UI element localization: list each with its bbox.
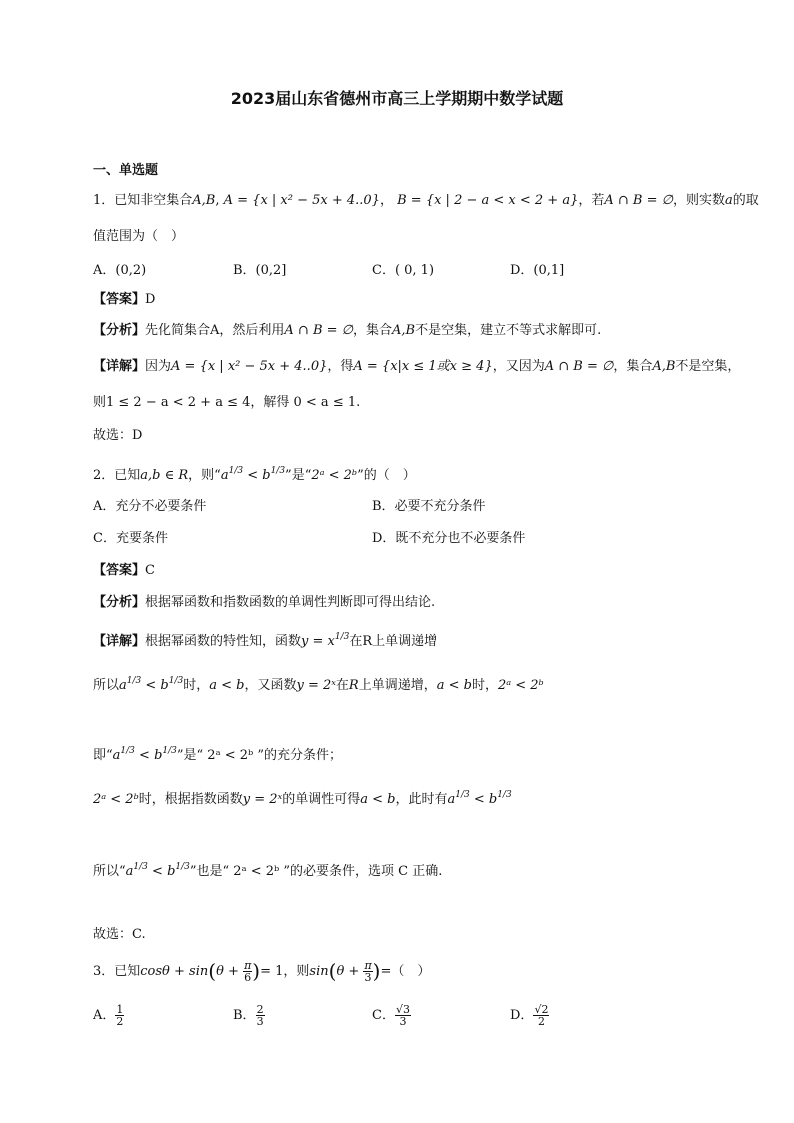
q2-ineq-base: a	[220, 468, 229, 483]
q2-line-a-6: 在	[335, 678, 349, 693]
q3-expr-1: cosθ + sin	[140, 964, 209, 979]
q1-condition: A ∩ B = ∅	[604, 193, 673, 208]
q1-analysis-cond: A ∩ B = ∅	[284, 323, 353, 338]
q2-line-c-5: a < b	[360, 792, 396, 807]
q2-line-c-6: ，此时有	[395, 792, 448, 807]
analysis-tag: 【分析】	[93, 595, 146, 610]
q3-option-d-num: √2	[534, 1003, 549, 1016]
q2-line-b	[93, 742, 342, 765]
q2-detail-fn: $y = x^{1/3}$	[301, 632, 350, 649]
q3-option-c-num: √3	[395, 1003, 410, 1016]
q2-line-b-2: ”是“ 2ᵃ < 2ᵇ ”的充分条件；	[176, 748, 342, 763]
q3-frac-pi-3	[363, 960, 372, 983]
q3-option-d-frac	[533, 1004, 549, 1027]
q1-answer	[93, 291, 155, 309]
q1-stem-text-a: 1．已知非空集合	[93, 193, 193, 208]
q1-analysis-sets: A,B	[392, 323, 416, 338]
q1-stem: 1．已知非空集合A,B, A = {x | x² − 5x + 4..0}， B = {x | 2 − a < x < 2 + a}，若A ∩ B = ∅，则实数a的取	[93, 193, 759, 208]
q3-option-b-frac	[256, 1004, 265, 1027]
q2-detail	[93, 628, 437, 651]
answer-tag: 【答案】	[93, 563, 146, 578]
q2-line-d-power: $a^{1/3} < b^{1/3}$	[125, 862, 190, 879]
q2-line-c-4: 的单调性可得	[282, 792, 361, 807]
q2-analysis-text: 根据幂函数和指数函数的单调性判断即可得出结论.	[145, 595, 436, 610]
q2-line-a-11: 2ᵃ < 2ᵇ	[497, 678, 544, 693]
section-heading: 一、单选题	[93, 163, 159, 178]
q3-option-d-label: D．	[510, 1008, 534, 1023]
q3-option-a-frac	[115, 1004, 124, 1027]
q3-option-c-den: 3	[399, 1015, 407, 1028]
q2-line-a-2: 时，	[183, 678, 210, 693]
detail-tag: 【详解】	[93, 359, 146, 374]
q2-line-a-7: R	[348, 678, 359, 693]
q2-option-d: D．既不充分也不必要条件	[372, 531, 526, 546]
q1-detail-text-a: 因为	[145, 359, 172, 374]
q2-line-c-2: 时，根据指数函数	[138, 792, 243, 807]
q3-frac-pi6-den: 6	[244, 971, 252, 984]
q1-option-c: C．( 0, 1)	[372, 263, 435, 278]
q1-option-a: A．(0,2)	[93, 263, 147, 278]
q2-stem-text-a: 2．已知	[93, 468, 141, 483]
q2-line-c	[93, 786, 512, 809]
q3-option-a	[93, 1004, 124, 1027]
q2-power-ineq: $a^{1/3} < b^{1/3}$	[220, 466, 286, 483]
q1-stem-cont: 值范围为（ ）	[93, 229, 185, 244]
q1-detail-text-e: 不是空集，	[675, 359, 741, 374]
q2-line-c-power: $a^{1/3} < b^{1/3}$	[447, 790, 512, 807]
q2-option-a: A．充分不必要条件	[93, 499, 207, 514]
q2-line-a-9: a < b	[436, 678, 472, 693]
q1-variable: a	[724, 193, 733, 208]
q3-option-d	[510, 1004, 549, 1027]
q3-option-b-num: 2	[256, 1003, 264, 1016]
q1-stem-text-c: ，则实数	[672, 193, 725, 208]
q1-detail-text-d: ，集合	[613, 359, 653, 374]
q1-analysis-text-b: ，集合	[353, 323, 393, 338]
q2-line-a-5: y = 2ˣ	[296, 678, 336, 693]
q3-option-c-frac	[395, 1004, 411, 1027]
q1-detail-text-c: ，又因为	[492, 359, 545, 374]
q2-stem-text-c: ”是“	[285, 468, 312, 483]
q1-set-b: B = {x | 2 − a < x < 2 + a}	[397, 193, 579, 208]
q1-analysis	[93, 322, 601, 340]
q3-expr-5: θ +	[336, 964, 360, 979]
q2-option-b: B．必要不充分条件	[372, 499, 486, 514]
analysis-tag: 【分析】	[93, 323, 146, 338]
q3-option-d-den: 2	[537, 1015, 545, 1028]
q3-option-a-num: 1	[116, 1003, 124, 1016]
q2-stem-text-d: ”的（ ）	[357, 468, 416, 483]
q3-stem-text-c: （ ）	[391, 964, 431, 979]
q1-analysis-text-a: 先化简集合A，然后利用	[145, 323, 285, 338]
q3-option-b	[233, 1004, 265, 1027]
q1-answer-value: D	[145, 292, 156, 307]
q2-detail-text-b: 在R上单调递增	[349, 634, 438, 649]
q3-option-c	[372, 1004, 411, 1027]
q2-line-a-1: 所以	[93, 678, 120, 693]
q2-line-a-8: 上单调递增，	[358, 678, 437, 693]
q2-line-b-1: 即“	[93, 748, 113, 763]
q3-option-a-den: 2	[116, 1015, 124, 1028]
q3-option-c-label: C．	[372, 1008, 395, 1023]
q3-option-b-label: B．	[233, 1008, 256, 1023]
q2-detail-text-a: 根据幂函数的特性知，函数	[145, 634, 302, 649]
q3-expr-6: =	[380, 964, 392, 979]
q2-line-d-2: ”也是“ 2ᵃ < 2ᵇ ”的必要条件，选项 C 正确.	[189, 864, 443, 879]
q1-option-d: D．(0,1]	[510, 263, 565, 278]
q2-line-d	[93, 858, 442, 881]
q2-option-c: C．充要条件	[93, 531, 168, 546]
q3-option-b-den: 3	[256, 1015, 264, 1028]
q3-stem-text-a: 3．已知	[93, 964, 141, 979]
q1-detail-cond: A ∩ B = ∅	[544, 359, 614, 374]
q1-detail-set2: A = {x|x ≤ 1或x ≥ 4}	[353, 359, 493, 374]
q2-ineq-lt: < b	[243, 468, 271, 483]
q2-stem-text-b: ，则“	[188, 468, 221, 483]
q2-line-d-1: 所以“	[93, 864, 126, 879]
q2-line-a	[93, 672, 544, 695]
q1-detail-set1: A = {x | x² − 5x + 4..0}	[171, 359, 328, 374]
q3-frac-pi3-den: 3	[364, 971, 372, 984]
answer-tag: 【答案】	[93, 292, 146, 307]
q2-exp-ineq: 2ᵃ < 2ᵇ	[311, 468, 358, 483]
detail-tag: 【详解】	[93, 634, 146, 649]
q3-expr-4: sin	[309, 964, 329, 979]
q1-detail-line2: 则1 ≤ 2 − a < 2 + a ≤ 4，解得 0 < a ≤ 1.	[93, 395, 361, 410]
q1-option-b: B．(0,2]	[233, 263, 287, 278]
q3-frac-pi3-num: π	[364, 959, 372, 972]
q2-line-a-3: a < b	[209, 678, 245, 693]
q1-set-a: A = {x | x² − 5x + 4..0}	[223, 193, 380, 208]
q1-detail-text-b: ，得	[327, 359, 354, 374]
q2-analysis	[93, 594, 435, 612]
q1-analysis-text-c: 不是空集，建立不等式求解即可.	[415, 323, 602, 338]
q3-stem: 3．已知cosθ + sin(θ + $\frac{\pi}{6}$ )= 1，则sin(θ + $\frac{\pi}{3}$ )=（ ）	[93, 959, 431, 984]
q1-stem-text-b: ，若	[578, 193, 605, 208]
q3-expr-3: = 1	[260, 964, 284, 979]
q2-ab: a,b ∈ R	[140, 468, 189, 483]
q2-line-a-4: ，又函数	[244, 678, 297, 693]
q2-answer	[93, 562, 155, 580]
q3-stem-text-b: ，则	[283, 964, 310, 979]
q2-line-c-3: y = 2ˣ	[242, 792, 283, 807]
q3-frac-pi-6	[243, 960, 252, 983]
q3-frac-pi6-num: π	[244, 959, 252, 972]
q2-line-b-power: $a^{1/3} < b^{1/3}$	[112, 746, 177, 763]
q1-stem-text-d: 的取	[732, 193, 759, 208]
q2-stem	[93, 462, 416, 485]
q3-option-a-label: A．	[93, 1008, 116, 1023]
q1-set-names: A,B	[192, 193, 216, 208]
q2-choose: 故选：C.	[93, 927, 146, 942]
q2-detail-fn-text: y = x	[301, 634, 335, 649]
q3-expr-2: θ +	[216, 964, 239, 979]
q2-line-c-1: 2ᵃ < 2ᵇ	[93, 792, 139, 807]
q1-choose: 故选：D	[93, 428, 143, 443]
q2-line-a-power: $a^{1/3} < b^{1/3}$	[119, 676, 184, 693]
q2-answer-value: C	[145, 563, 155, 578]
q1-detail-sets: A,B	[652, 359, 676, 374]
document-title: 2023届山东省德州市高三上学期期中数学试题	[230, 89, 564, 108]
q1-detail	[93, 358, 740, 376]
q2-line-a-10: 时，	[471, 678, 498, 693]
